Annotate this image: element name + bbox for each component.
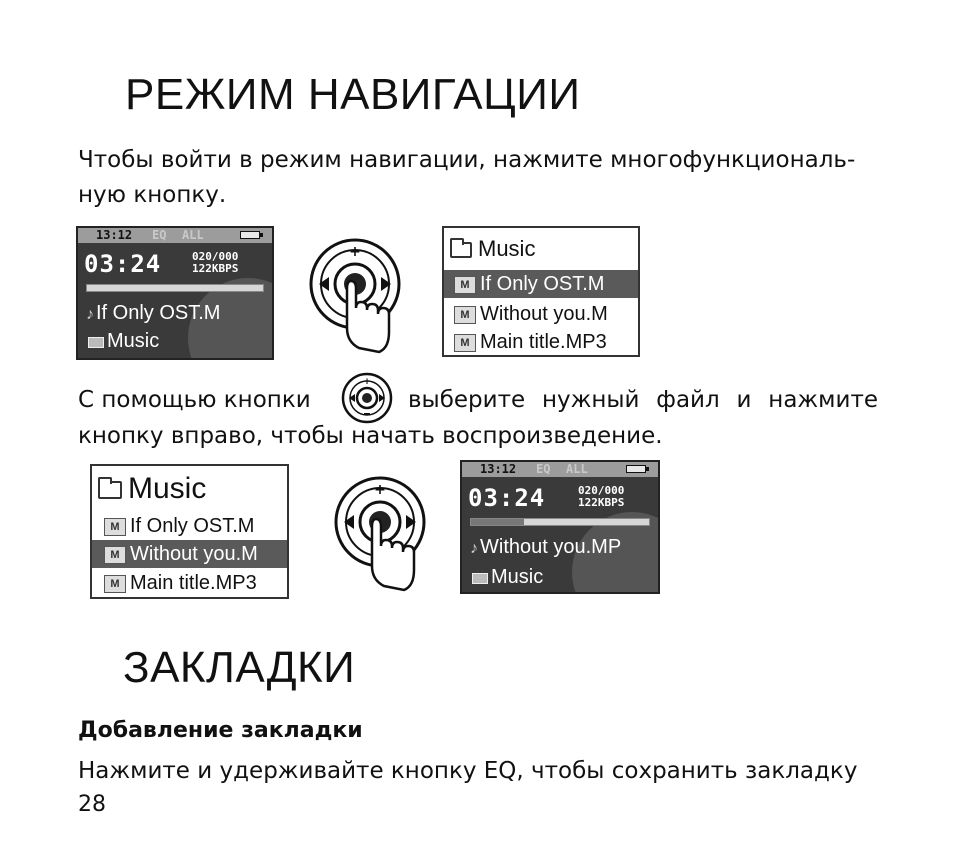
- folder-icon: [88, 337, 104, 348]
- clock-text: 13:12: [480, 462, 517, 476]
- battery-icon: [626, 465, 646, 473]
- progress-bar: [470, 518, 650, 526]
- list-item-label: If Only OST.M: [130, 515, 255, 537]
- note-icon: ♪: [86, 306, 94, 323]
- elapsed-time: 03:24: [84, 250, 162, 278]
- song-name: If Only OST.M: [96, 302, 221, 324]
- list-item-label: Without you.M: [480, 303, 608, 325]
- player-screen-2: [460, 460, 660, 594]
- eq-indicator: EQ: [152, 228, 167, 242]
- music-file-icon: M: [104, 575, 126, 593]
- joystick-press-illustration-1: [305, 236, 405, 356]
- folder-name: Music: [107, 330, 160, 352]
- svg-text:+: +: [349, 244, 361, 260]
- list-item[interactable]: [444, 328, 638, 356]
- instruction-line-2: кнопку вправо, чтобы начать воспроизведение.: [78, 423, 663, 449]
- progress-bar: [86, 284, 264, 292]
- status-bar: [78, 228, 272, 243]
- instruction-text-after: выберите нужный файл и нажмите: [408, 387, 878, 413]
- svg-text:+: +: [363, 377, 371, 387]
- folder-name: Music: [491, 566, 544, 588]
- now-playing-title: [86, 302, 220, 325]
- joystick-icon: [305, 236, 405, 356]
- file-browser-2: [90, 464, 289, 599]
- folder-icon: [472, 573, 488, 584]
- list-item[interactable]: [444, 270, 638, 298]
- folder-title: Music: [128, 472, 207, 505]
- clock-text: 13:12: [96, 228, 133, 242]
- bitrate: 122KBPS: [578, 496, 625, 509]
- player-screen-1: [76, 226, 274, 360]
- song-name: Without you.MP: [480, 536, 622, 558]
- track-counter: 020/000: [192, 250, 239, 263]
- list-item[interactable]: [92, 540, 287, 568]
- progress-fill: [471, 519, 524, 525]
- body-text-bookmark: Нажмите и удерживайте кнопку EQ, чтобы сохранить закладку: [78, 758, 858, 784]
- instruction-text-before: С помощью кнопки: [78, 387, 311, 413]
- instruction-line-1: [78, 377, 878, 418]
- repeat-mode-indicator: ALL: [182, 228, 204, 242]
- note-icon: ♪: [470, 540, 478, 557]
- intro-text-line-2: ную кнопку.: [78, 182, 227, 208]
- repeat-mode-indicator: ALL: [566, 462, 588, 476]
- status-bar: [462, 462, 658, 477]
- list-header: [444, 236, 638, 266]
- current-folder: [88, 330, 159, 353]
- list-header: [92, 472, 287, 506]
- folder-icon: [450, 242, 472, 258]
- list-item[interactable]: [92, 512, 287, 540]
- bitrate: 122KBPS: [192, 262, 239, 275]
- file-browser-1: [442, 226, 640, 357]
- music-file-icon: M: [104, 518, 126, 536]
- joystick-press-illustration-2: [330, 474, 430, 594]
- battery-icon: [240, 231, 260, 239]
- list-item-label: Without you.M: [130, 543, 258, 565]
- list-item-label: Main title.MP3: [130, 572, 257, 594]
- music-file-icon: M: [454, 276, 476, 294]
- elapsed-time: 03:24: [468, 484, 546, 512]
- music-file-icon: M: [104, 546, 126, 564]
- svg-text:+: +: [374, 482, 386, 498]
- track-counter: 020/000: [578, 484, 625, 497]
- heading-bookmarks: ЗАКЛАДКИ: [123, 643, 356, 692]
- joystick-icon: [330, 474, 430, 594]
- list-item-label: Main title.MP3: [480, 331, 607, 353]
- list-item-label: If Only OST.M: [480, 273, 605, 295]
- now-playing-title: [470, 536, 621, 559]
- folder-title: Music: [478, 236, 536, 261]
- subheading-add-bookmark: Добавление закладки: [78, 718, 363, 743]
- heading-navigation-mode: РЕЖИМ НАВИГАЦИИ: [125, 70, 581, 119]
- eq-indicator: EQ: [536, 462, 551, 476]
- music-file-icon: M: [454, 334, 476, 352]
- folder-icon: [98, 481, 122, 499]
- music-file-icon: M: [454, 306, 476, 324]
- intro-text-line-1: Чтобы войти в режим навигации, нажмите многофункциональ-: [78, 147, 856, 173]
- page-number: 28: [78, 792, 106, 817]
- list-item[interactable]: [92, 569, 287, 597]
- list-item[interactable]: [444, 300, 638, 328]
- current-folder: [472, 566, 543, 589]
